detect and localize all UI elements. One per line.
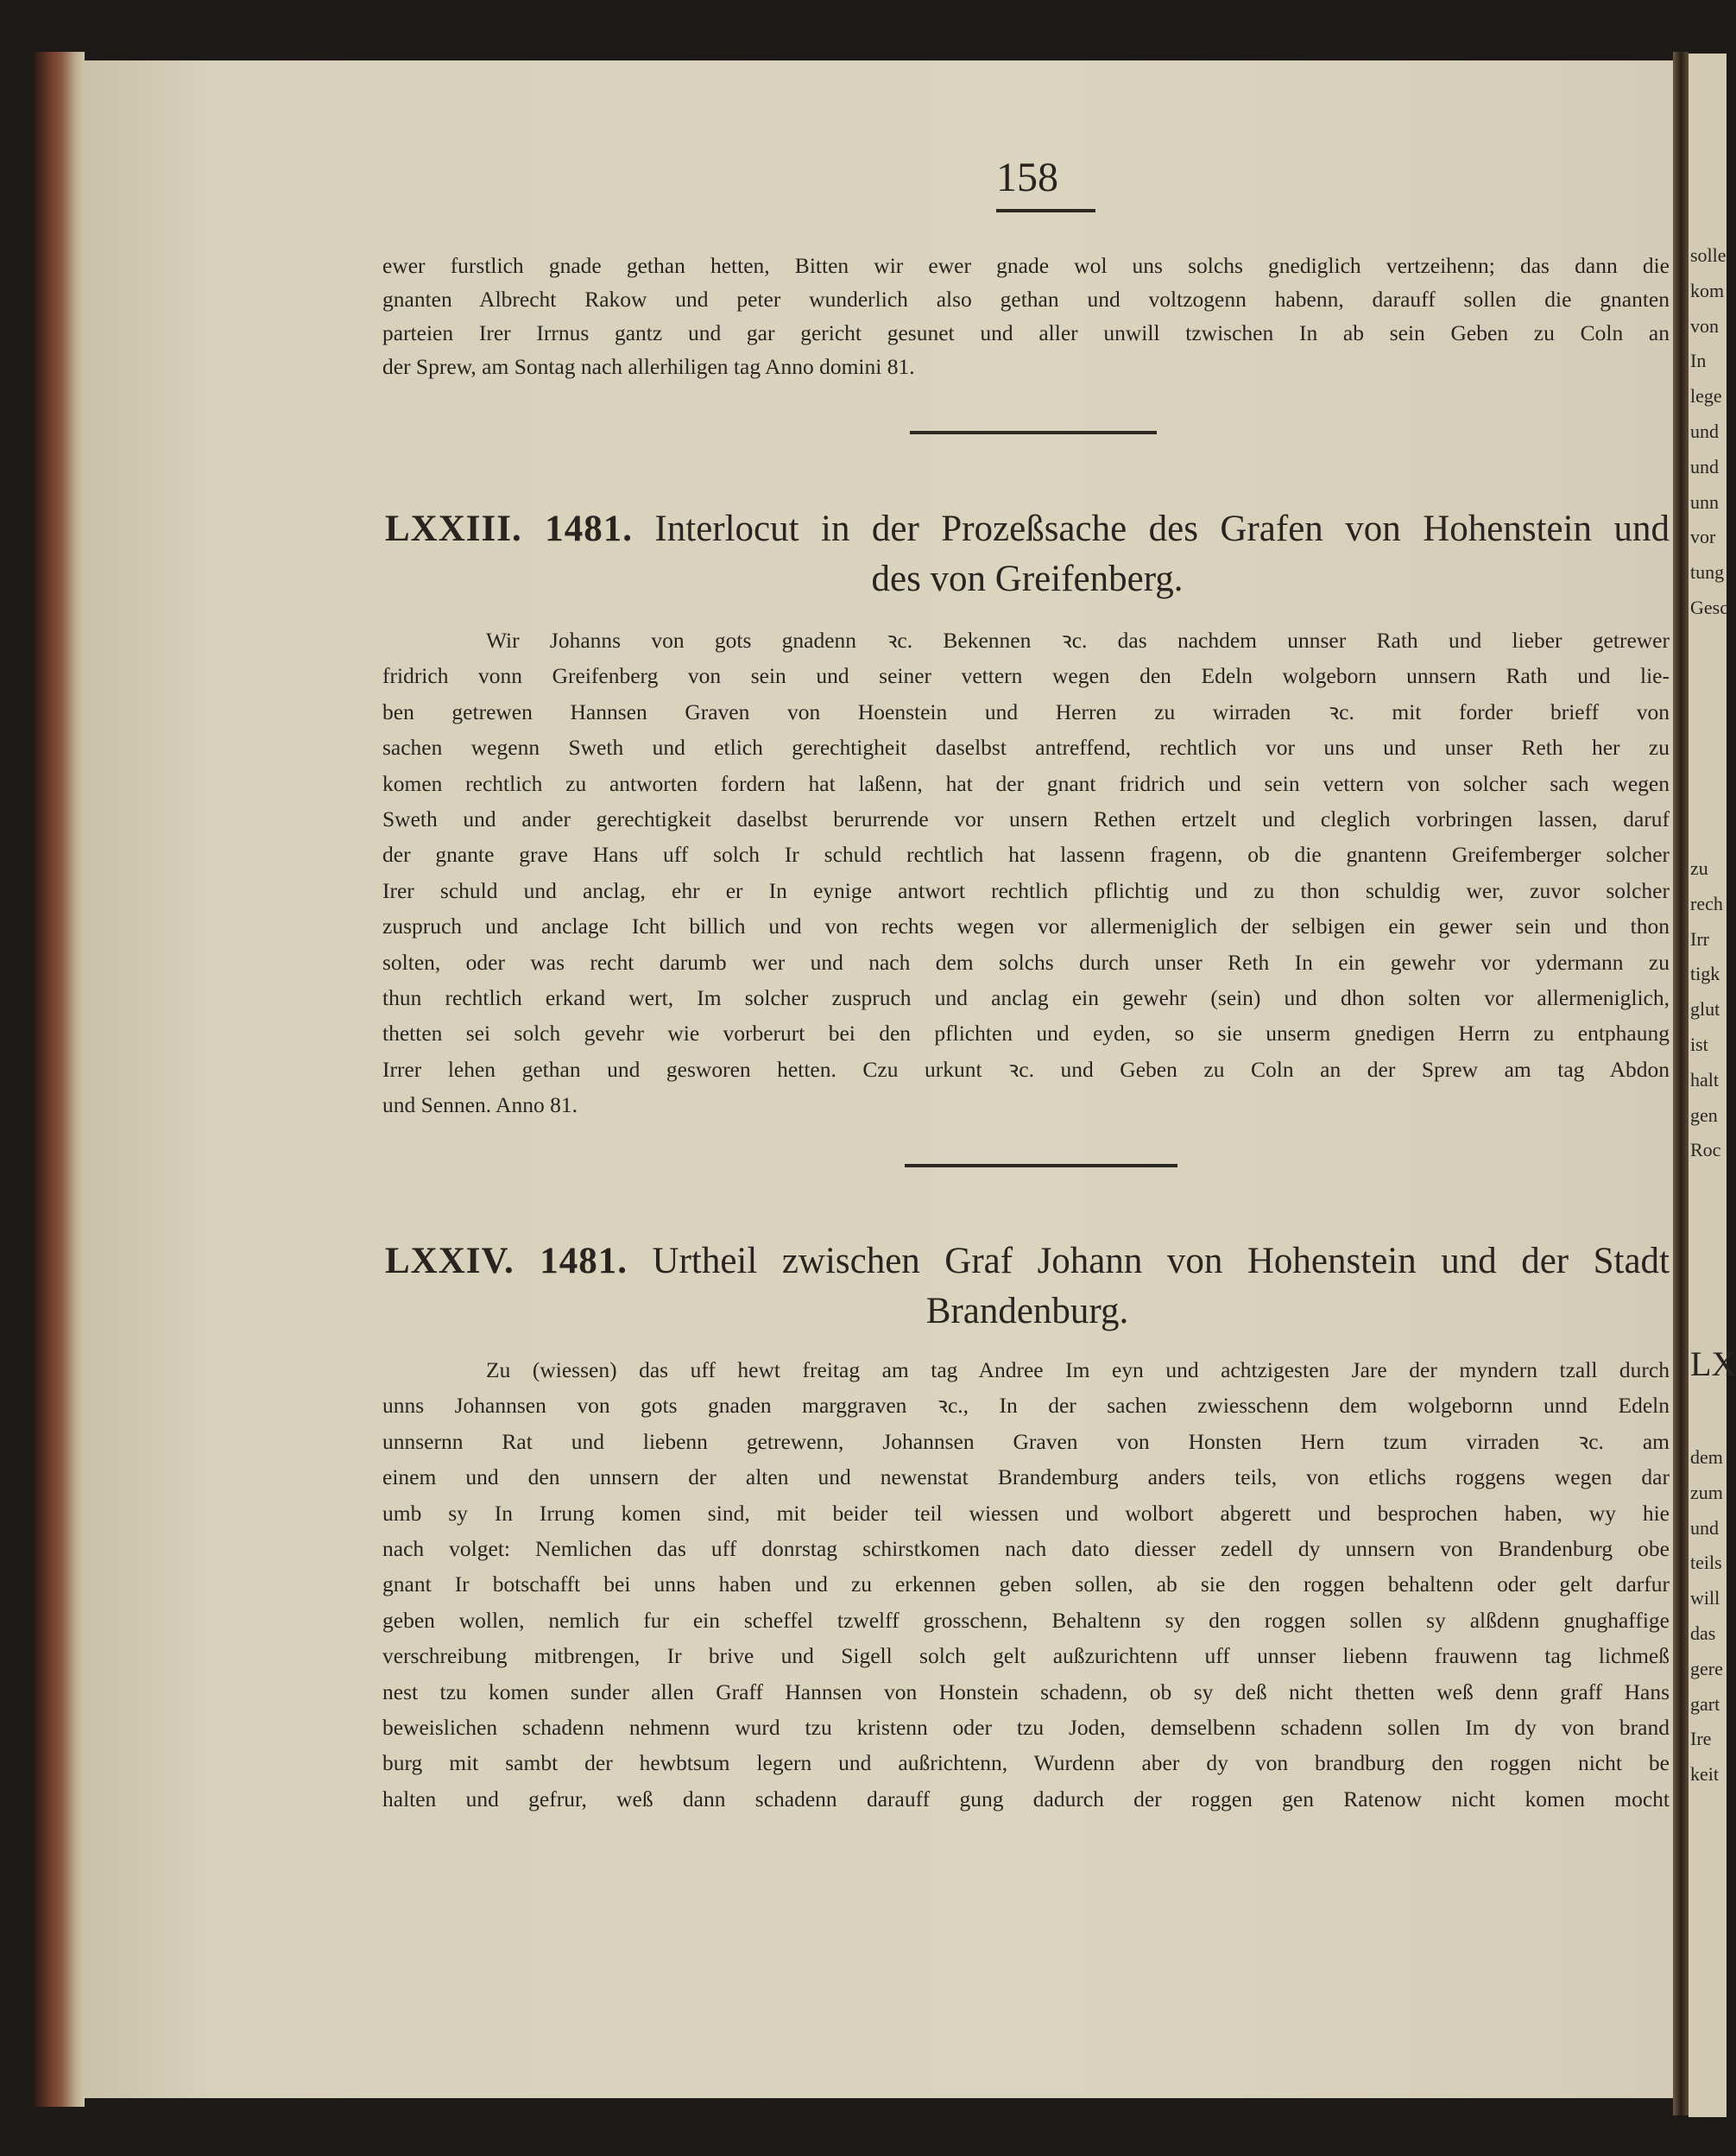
section-title: Interlocut in der Prozeßsache des Grafen von Hohenstein und: [654, 509, 1670, 549]
neighbor-word: das: [1690, 1622, 1716, 1644]
text-line: fridrich vonn Greifenberg von sein und seiner vettern wegen den Edeln wolgeborn unnsern Rath und lie-: [382, 663, 1670, 689]
text-line: Sweth und ander gerechtigkeit daselbst berurrende vor unsern Rethen ertzelt und cleglich vorbringen lassen, daruf: [382, 806, 1670, 831]
text-line: gnanten Albrecht Rakow und peter wunderlich also gethan und voltzogenn habenn, darauff sollen die gnanten: [382, 287, 1670, 312]
text-line: verschreibung mitbrengen, Ir brive und Sigell solch gelt außzurichtenn uff unnser liebenn frauwenn tag lichmeß: [382, 1643, 1670, 1669]
text-line: komen rechtlich zu antworten fordern hat laßenn, hat der gnant fridrich und sein vettern von solcher sach wegen: [382, 770, 1670, 796]
text-line: nach volget: Nemlichen das uff donrstag schirstkomen nach dato diesser zedell dy unnsern von Brandenburg obe: [382, 1535, 1670, 1561]
neighbor-word: teils: [1690, 1552, 1722, 1574]
section-body-lxxiii: [382, 623, 1670, 1122]
text-line: einem und den unnsern der alten und newenstat Brandemburg anders teils, von etlichs roggens wegen dar: [382, 1464, 1670, 1490]
neighbor-word: zum: [1690, 1481, 1723, 1503]
text-line: parteien Irer Irrnus gantz und gar gericht gesunet und aller unwill tzwischen In ab sein Geben zu Coln an: [382, 320, 1670, 345]
section-title-cont: des von Greifenberg.: [871, 559, 1184, 599]
section-title-cont: Brandenburg.: [925, 1291, 1129, 1331]
neighbor-word: will: [1690, 1587, 1720, 1609]
section-heading-lxxiii: [385, 504, 1670, 604]
section-body-lxxiv: [382, 1352, 1670, 1817]
text-line: und Sennen. Anno 81.: [382, 1092, 578, 1118]
neighbor-word: kom: [1690, 279, 1725, 301]
neighbor-word: ist: [1690, 1033, 1708, 1055]
neighbor-word: Gesc: [1690, 596, 1728, 618]
text-line: umb sy In Irrung komen sind, mit beider teil wiessen und wolbort abgerett und besprochen haben, wy hie: [382, 1500, 1670, 1526]
section-number: LXXIII. 1481.: [385, 509, 633, 549]
text-line: solten, oder was recht darumb wer und nach dem solchs durch unser Reth In ein gewehr vor ydermann zu: [382, 949, 1670, 975]
text-line: sachen wegenn Sweth und etlich gerechtigheit daselbst antreffend, rechtlich vor uns und unser Reth her zu: [382, 735, 1670, 761]
neighbor-group-3: [1690, 1440, 1723, 1792]
neighbor-word: tung: [1690, 561, 1725, 584]
neighbor-word: gen: [1690, 1103, 1718, 1126]
text-line: gnant Ir botschafft bei unns haben und zu erkennen geben sollen, ab sie den roggen behaltenn oder gelt darfur: [382, 1571, 1670, 1597]
text-line: Wir Johanns von gots gnadenn ꝛc. Bekennen ꝛc. das nachdem unnser Rath und lieber getrewer: [486, 628, 1670, 653]
neighbor-word: keit: [1690, 1763, 1719, 1786]
text-line: der gnante grave Hans uff solch Ir schuld rechtlich hat lassenn fragenn, ob die gnantenn Greifemberger solcher: [382, 842, 1670, 868]
book-gutter: [1673, 52, 1689, 2115]
text-line: halten und gefrur, weß dann schadenn darauff gung dadurch der roggen gen Ratenow nicht komen mocht: [382, 1786, 1670, 1811]
neighbor-word: In: [1690, 350, 1707, 372]
neighbor-word: halt: [1690, 1068, 1719, 1091]
section-number: LXXIV. 1481.: [385, 1241, 628, 1281]
text-line: thetten sei solch gevehr wie vorberurt bei den pflichten und eyden, so sie unserm gnedigen Herrn zu entphaung: [382, 1021, 1670, 1046]
neighbor-word: und: [1690, 420, 1719, 442]
section-title: Urtheil zwischen Graf Johann von Hohenstein und der Stadt: [652, 1241, 1670, 1281]
neighbor-word: rech: [1690, 892, 1723, 914]
neighbor-word: gere: [1690, 1657, 1723, 1679]
neighbor-word: und: [1690, 1516, 1719, 1539]
text-line: Irrer lehen gethan und gesworen hetten. Czu urkunt ꝛc. und Geben zu Coln an der Sprew am tag Abdon: [382, 1056, 1670, 1082]
text-line: beweislichen schadenn nehmenn wurd tzu kristenn oder tzu Joden, demselbenn schadenn sollen Im dy von brand: [382, 1714, 1670, 1740]
text-line: nest tzu komen sunder allen Graff Hannsen von Honstein schadenn, ob sy deß nicht thetten weß denn graff Hans: [382, 1679, 1670, 1704]
neighbor-group-1: [1690, 238, 1728, 626]
section-heading-lxxiv: [385, 1236, 1670, 1337]
text-line: ben getrewen Hannsen Graven von Hoenstein und Herren zu wirraden ꝛc. mit forder brieff von: [382, 699, 1670, 724]
text-line: zuspruch und anclage Icht billich und von rechts wegen vor allermeniglich der selbigen ein gewer sein und thon: [382, 914, 1670, 939]
text-line: Zu (wiessen) das uff hewt freitag am tag Andree Im eyn und achtzigesten Jare der myndern tzall durch: [486, 1357, 1670, 1382]
neighbor-word: lege: [1690, 385, 1722, 408]
neighbor-page: [1689, 54, 1736, 2117]
page-number: 158: [996, 155, 1058, 200]
text-line: unnsernn Rat und liebenn getrewenn, Johannsen Graven von Honsten Hern tzum virraden ꝛc. am: [382, 1428, 1670, 1454]
section-divider: [905, 1164, 1177, 1167]
neighbor-heading: LX: [1690, 1344, 1736, 1383]
section-divider: [910, 431, 1157, 434]
book-cover-edge: [35, 52, 85, 2107]
text-line: Irer schuld und anclag, ehr er In eynige antwort rechtlich pflichtig und zu thon schuldig wer, zuvor solcher: [382, 877, 1670, 903]
neighbor-word: zu: [1690, 857, 1708, 879]
text-line: unns Johannsen von gots gnaden marggraven ꝛc., In der sachen zwiesschenn dem wolgebornn unnd Edeln: [382, 1393, 1670, 1419]
neighbor-word: und: [1690, 455, 1719, 477]
text-line: burg mit sambt der hewbtsum legern und außrichtenn, Wurdenn aber dy von brandburg den roggen nicht be: [382, 1750, 1670, 1776]
text-line: der Sprew, am Sontag nach allerhiligen tag Anno domini 81.: [382, 354, 915, 379]
neighbor-word: unn: [1690, 490, 1719, 513]
page-number-rule: [996, 209, 1095, 212]
text-line: ewer furstlich gnade gethan hetten, Bitten wir ewer gnade wol uns solchs gnediglich vertzeihenn; das dann die: [382, 253, 1670, 278]
neighbor-word: solle: [1690, 244, 1727, 266]
neighbor-word: Irr: [1690, 927, 1709, 950]
neighbor-word: vor: [1690, 526, 1716, 548]
neighbor-word: Roc: [1690, 1139, 1721, 1161]
text-line: geben wollen, nemlich fur ein scheffel tzwelff grosschenn, Behaltenn sy den roggen sollen sy alßdenn gnughaffige: [382, 1607, 1670, 1633]
neighbor-word: dem: [1690, 1446, 1723, 1468]
neighbor-word: Ire: [1690, 1728, 1712, 1750]
neighbor-word: von: [1690, 314, 1719, 337]
text-line: thun rechtlich erkand wert, Im solcher zuspruch und anclag ein gewehr (sein) und dhon solten vor allermeniglich,: [382, 984, 1670, 1010]
neighbor-word: gart: [1690, 1692, 1720, 1715]
neighbor-word: tigk: [1690, 963, 1720, 985]
paragraph-continued: [382, 249, 1670, 383]
neighbor-group-2: [1690, 851, 1723, 1168]
neighbor-word: glut: [1690, 998, 1720, 1021]
